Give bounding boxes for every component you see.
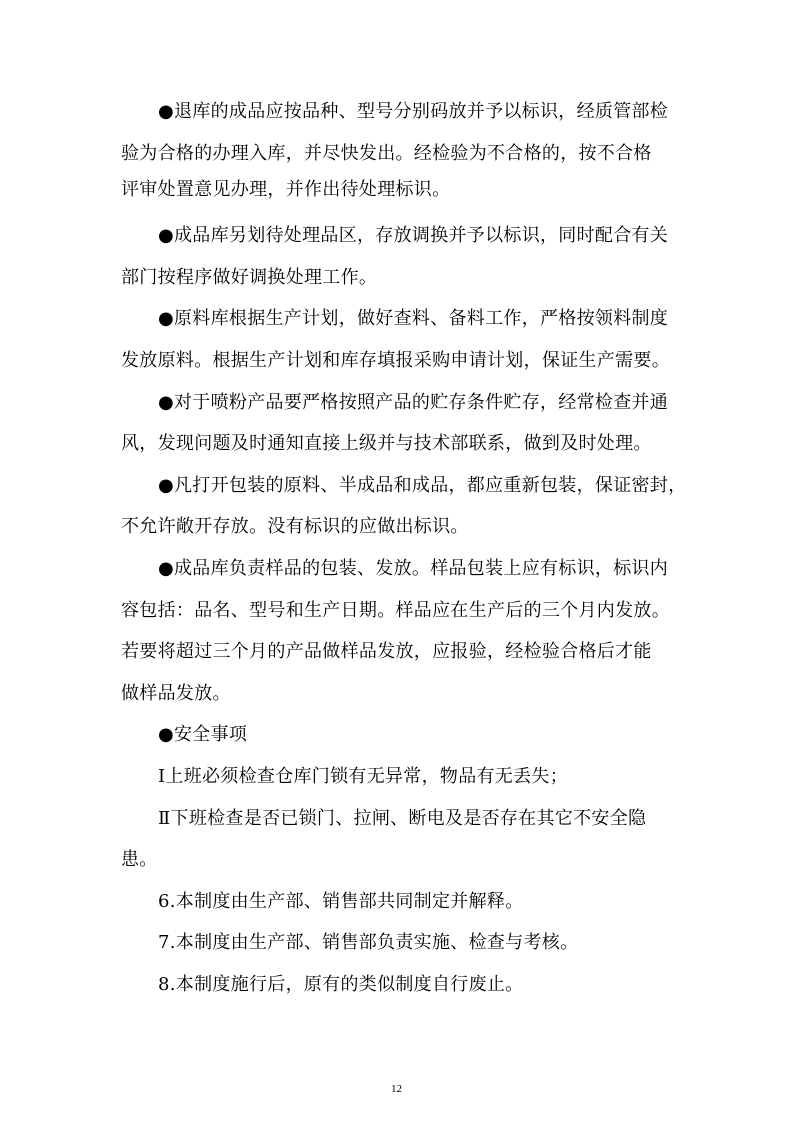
paragraph-powder-storage	[121, 382, 691, 465]
text-line: ●成品库负责样品的包装、发放。样品包装上应有标识，标识内	[158, 557, 669, 579]
text-line: 验为合格的办理入库，并尽快发出。经检验为不合格的，按不合格	[121, 142, 652, 164]
text-line: 部门按程序做好调换处理工作。	[121, 266, 378, 288]
text-line: ●凡打开包装的原料、半成品和成品，都应重新包装，保证密封，	[158, 474, 687, 496]
document-body	[121, 91, 691, 1005]
text-line: ●安全事项	[158, 724, 248, 746]
paragraph-safety-heading	[121, 714, 691, 756]
paragraph-safety-item-1	[121, 756, 691, 798]
text-line: 风，发现问题及时通知直接上级并与技术部联系，做到及时处理。	[121, 433, 652, 455]
text-line: 患。	[121, 849, 158, 871]
paragraph-clause-6	[121, 881, 691, 923]
text-line: Ⅱ下班检查是否已锁门、拉闸、断电及是否存在其它不安全隐	[158, 807, 647, 829]
text-line: 做样品发放。	[121, 682, 231, 704]
paragraph-return-storage	[121, 91, 691, 205]
text-line: 7.本制度由生产部、销售部负责实施、检查与考核。	[158, 932, 579, 954]
paragraph-raw-material	[121, 298, 691, 381]
page-number: 12	[391, 1083, 402, 1095]
text-line: Ⅰ上班必须检查仓库门锁有无异常，物品有无丢失；	[158, 765, 569, 787]
text-line: ●退库的成品应按品种、型号分别码放并予以标识，经质管部检	[158, 101, 669, 122]
text-line: ●原料库根据生产计划，做好查料、备料工作，严格按领料制度	[158, 308, 669, 330]
text-line: 不允许敞开存放。没有标识的应做出标识。	[121, 516, 469, 538]
text-line: 若要将超过三个月的产品做样品发放，应报验，经检验合格后才能	[121, 641, 652, 663]
paragraph-safety-item-2	[121, 798, 691, 881]
paragraph-repackaging	[121, 465, 691, 548]
paragraph-clause-7	[121, 922, 691, 964]
text-line: ●对于喷粉产品要严格按照产品的贮存条件贮存，经常检查并通	[158, 391, 669, 413]
text-line: 发放原料。根据生产计划和库存填报采购申请计划，保证生产需要。	[121, 349, 670, 371]
paragraph-clause-8	[121, 964, 691, 1006]
text-line: ●成品库另划待处理品区，存放调换并予以标识，同时配合有关	[158, 225, 669, 247]
paragraph-pending-area	[121, 215, 691, 298]
text-line: 评审处置意见办理，并作出待处理标识。	[121, 179, 451, 201]
text-line: 6.本制度由生产部、销售部共同制定并解释。	[158, 890, 524, 912]
paragraph-samples	[121, 548, 691, 714]
text-line: 容包括：品名、型号和生产日期。样品应在生产后的三个月内发放。	[121, 599, 670, 621]
text-line: 8.本制度施行后，原有的类似制度自行废止。	[158, 973, 524, 995]
